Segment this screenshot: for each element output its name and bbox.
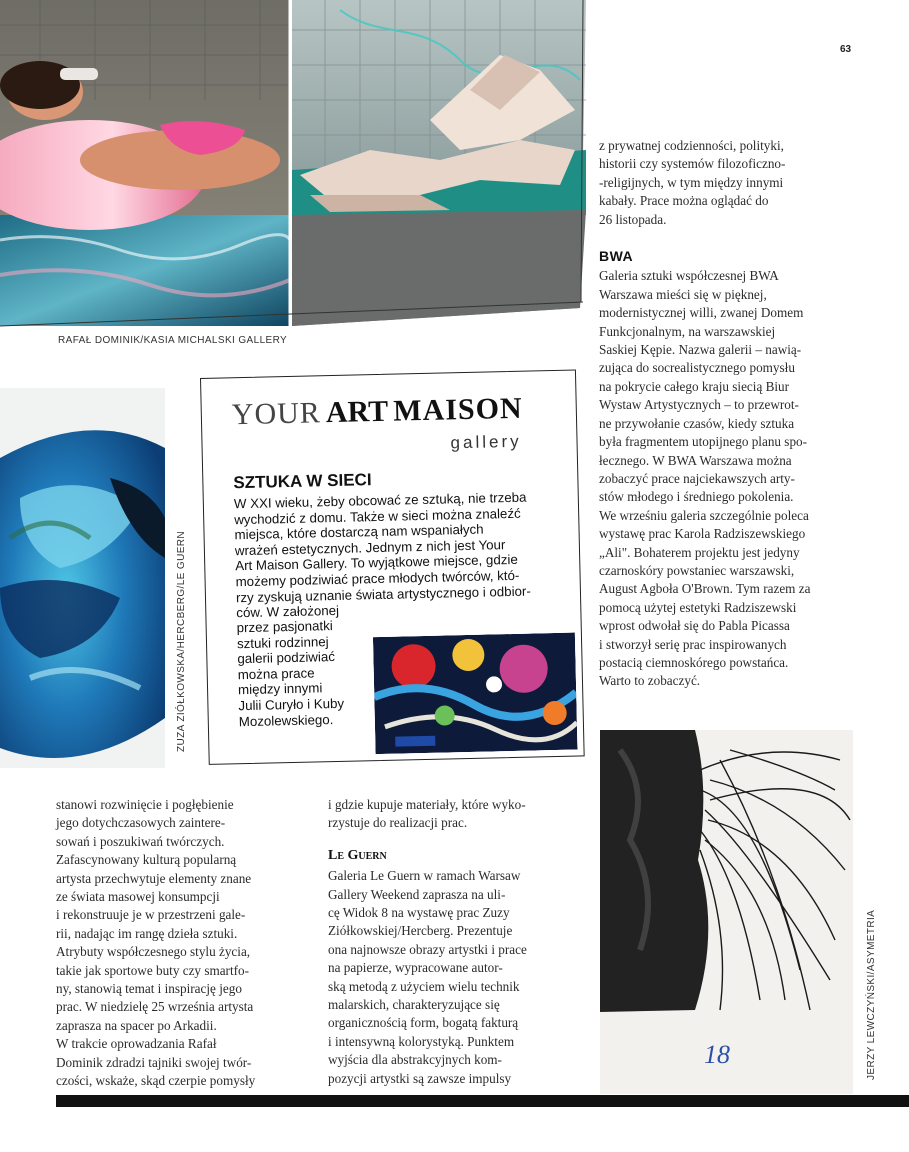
ad-title: SZTUKA W SIECI [233,470,372,493]
logo-gallery: gallery [450,431,522,453]
top-photo-credit: RAFAŁ DOMINIK/KASIA MICHALSKI GALLERY [58,335,288,346]
right-photo-credit: JERZY LEWCZYŃSKI/ASYMETRIA [866,909,877,1080]
drawing-number: 18 [704,1040,730,1069]
bottom-mid-column [328,796,593,1088]
le-guern-text: Galeria Le Guern w ramach Warsaw Gallery Weekend zaprasza na uli- cę Widok 8 na wystawę prac Zuzy Ziółkowskiej/Hercberg. Prezentuje ona najnowsze obrazy artystki i prace na papierze, wypracowane autor- ską metodą z użyciem wielu technik malarskich, charakteryzujące się organicznością form, bogatą fakturą i intensywną kolorystyką. Punktem wyjścia dla abstrakcyjnych kom- pozycji artystki są zawsze impulsy [328,868,527,1086]
bottom-left-text: stanowi rozwinięcie i pogłębienie jego dotychczasowych zaintere- sowań i poszukiwań twórczych. Zafascynowany kulturą popularną artysta przechwytuje elementy znane ze świata masowej konsumpcji i rekonstruuje je w przestrzeni gale- rii, nadając im rangę dzieła sztuki. Atrybuty współczesnego stylu życia, takie jak sportowe buty czy smartfo- ny, stanowią temat i inspirację jego prac. W niedzielę 25 września artysta zaprasza na spacer po Arkadii. W trakcie oprowadzania Rafał Dominik zdradzi tajniki swojej twór- czości, wskaże, skąd czerpie pomysły [56,797,256,1089]
logo-maison: MAISON [392,391,523,428]
ad-paragraph-side: przez pasjonatki sztuki rodzinnej galerii podziwiać można prace między innymi Julii Curyło i Kuby Mozolewskiego. [236,618,345,729]
right-photo [600,730,853,1094]
ad-paragraph: W XXI wieku, żeby obcować ze sztuką, nie trzeba wychodzić z domu. Także w sieci można znaleźć miejsca, które dostarczą nam wspaniałych wrażeń estetycznych. Jednym z nich jest Your Art Maison Gallery. To wyjątkowe miejsce, gdzie możemy podziwiać prace młodych twórców, któ- rzy zyskują uznanie świata artystycznego i odbior- ców. W założonej [233,489,531,621]
logo-your: YOUR [231,396,322,432]
logo-art: ART [325,394,389,430]
top-photo [0,0,586,330]
page-number: 63 [840,44,852,55]
bwa-heading: BWA [599,248,634,265]
ad-artwork-image [373,633,578,755]
bottom-bar [56,1095,909,1107]
le-guern-heading: Le Guern [328,847,387,863]
bottom-mid-text-top: i gdzie kupuje materiały, które wyko- rzystuje do realizacji prac. [328,797,526,831]
top-right-column [599,137,864,691]
left-photo-credit: ZUZA ZIÓŁKOWSKA/HERCBERG/LE GUERN [176,530,187,752]
left-photo [0,388,165,768]
intro-text: z prywatnej codzienności, polityki, historii czy systemów filozoficzno- -religijnych, w tym między innymi kabały. Prace można oglądać do 26 listopada. [599,138,786,227]
logo [231,392,523,433]
bottom-left-column [56,796,316,1091]
bwa-text: Galeria sztuki współczesnej BWA Warszawa mieści się w pięknej, modernistycznej willi, zwanej Domem Funkcjonalnym, na warszawskiej Saskiej Kępie. Nazwa galerii – nawią- zująca do socrealistycznego pomysłu na pokrycie całego kraju siecią Biur Wystaw Artystycznych – to przewrot- ne przywołanie czasów, kiedy sztuka była fragmentem utopijnego planu spo- łecznego. W BWA Warszawa można zobaczyć prace najciekawszych arty- stów młodego i średniego pokolenia. We wrześniu galeria szczególnie poleca wystawę prac Karola Radziszewskiego „Ali". Bohaterem projektu jest jedyny czarnoskóry powstaniec warszawski, August Agboła O'Brown. Tym razem za pomocą użytej estetyki Radziszewski wprost odwołał się do Pabla Picassa i stworzył serię prac inspirowanych postacią ciemnoskórego powstańca. Warto to zobaczyć. [599,268,811,689]
ad-box [200,369,585,764]
